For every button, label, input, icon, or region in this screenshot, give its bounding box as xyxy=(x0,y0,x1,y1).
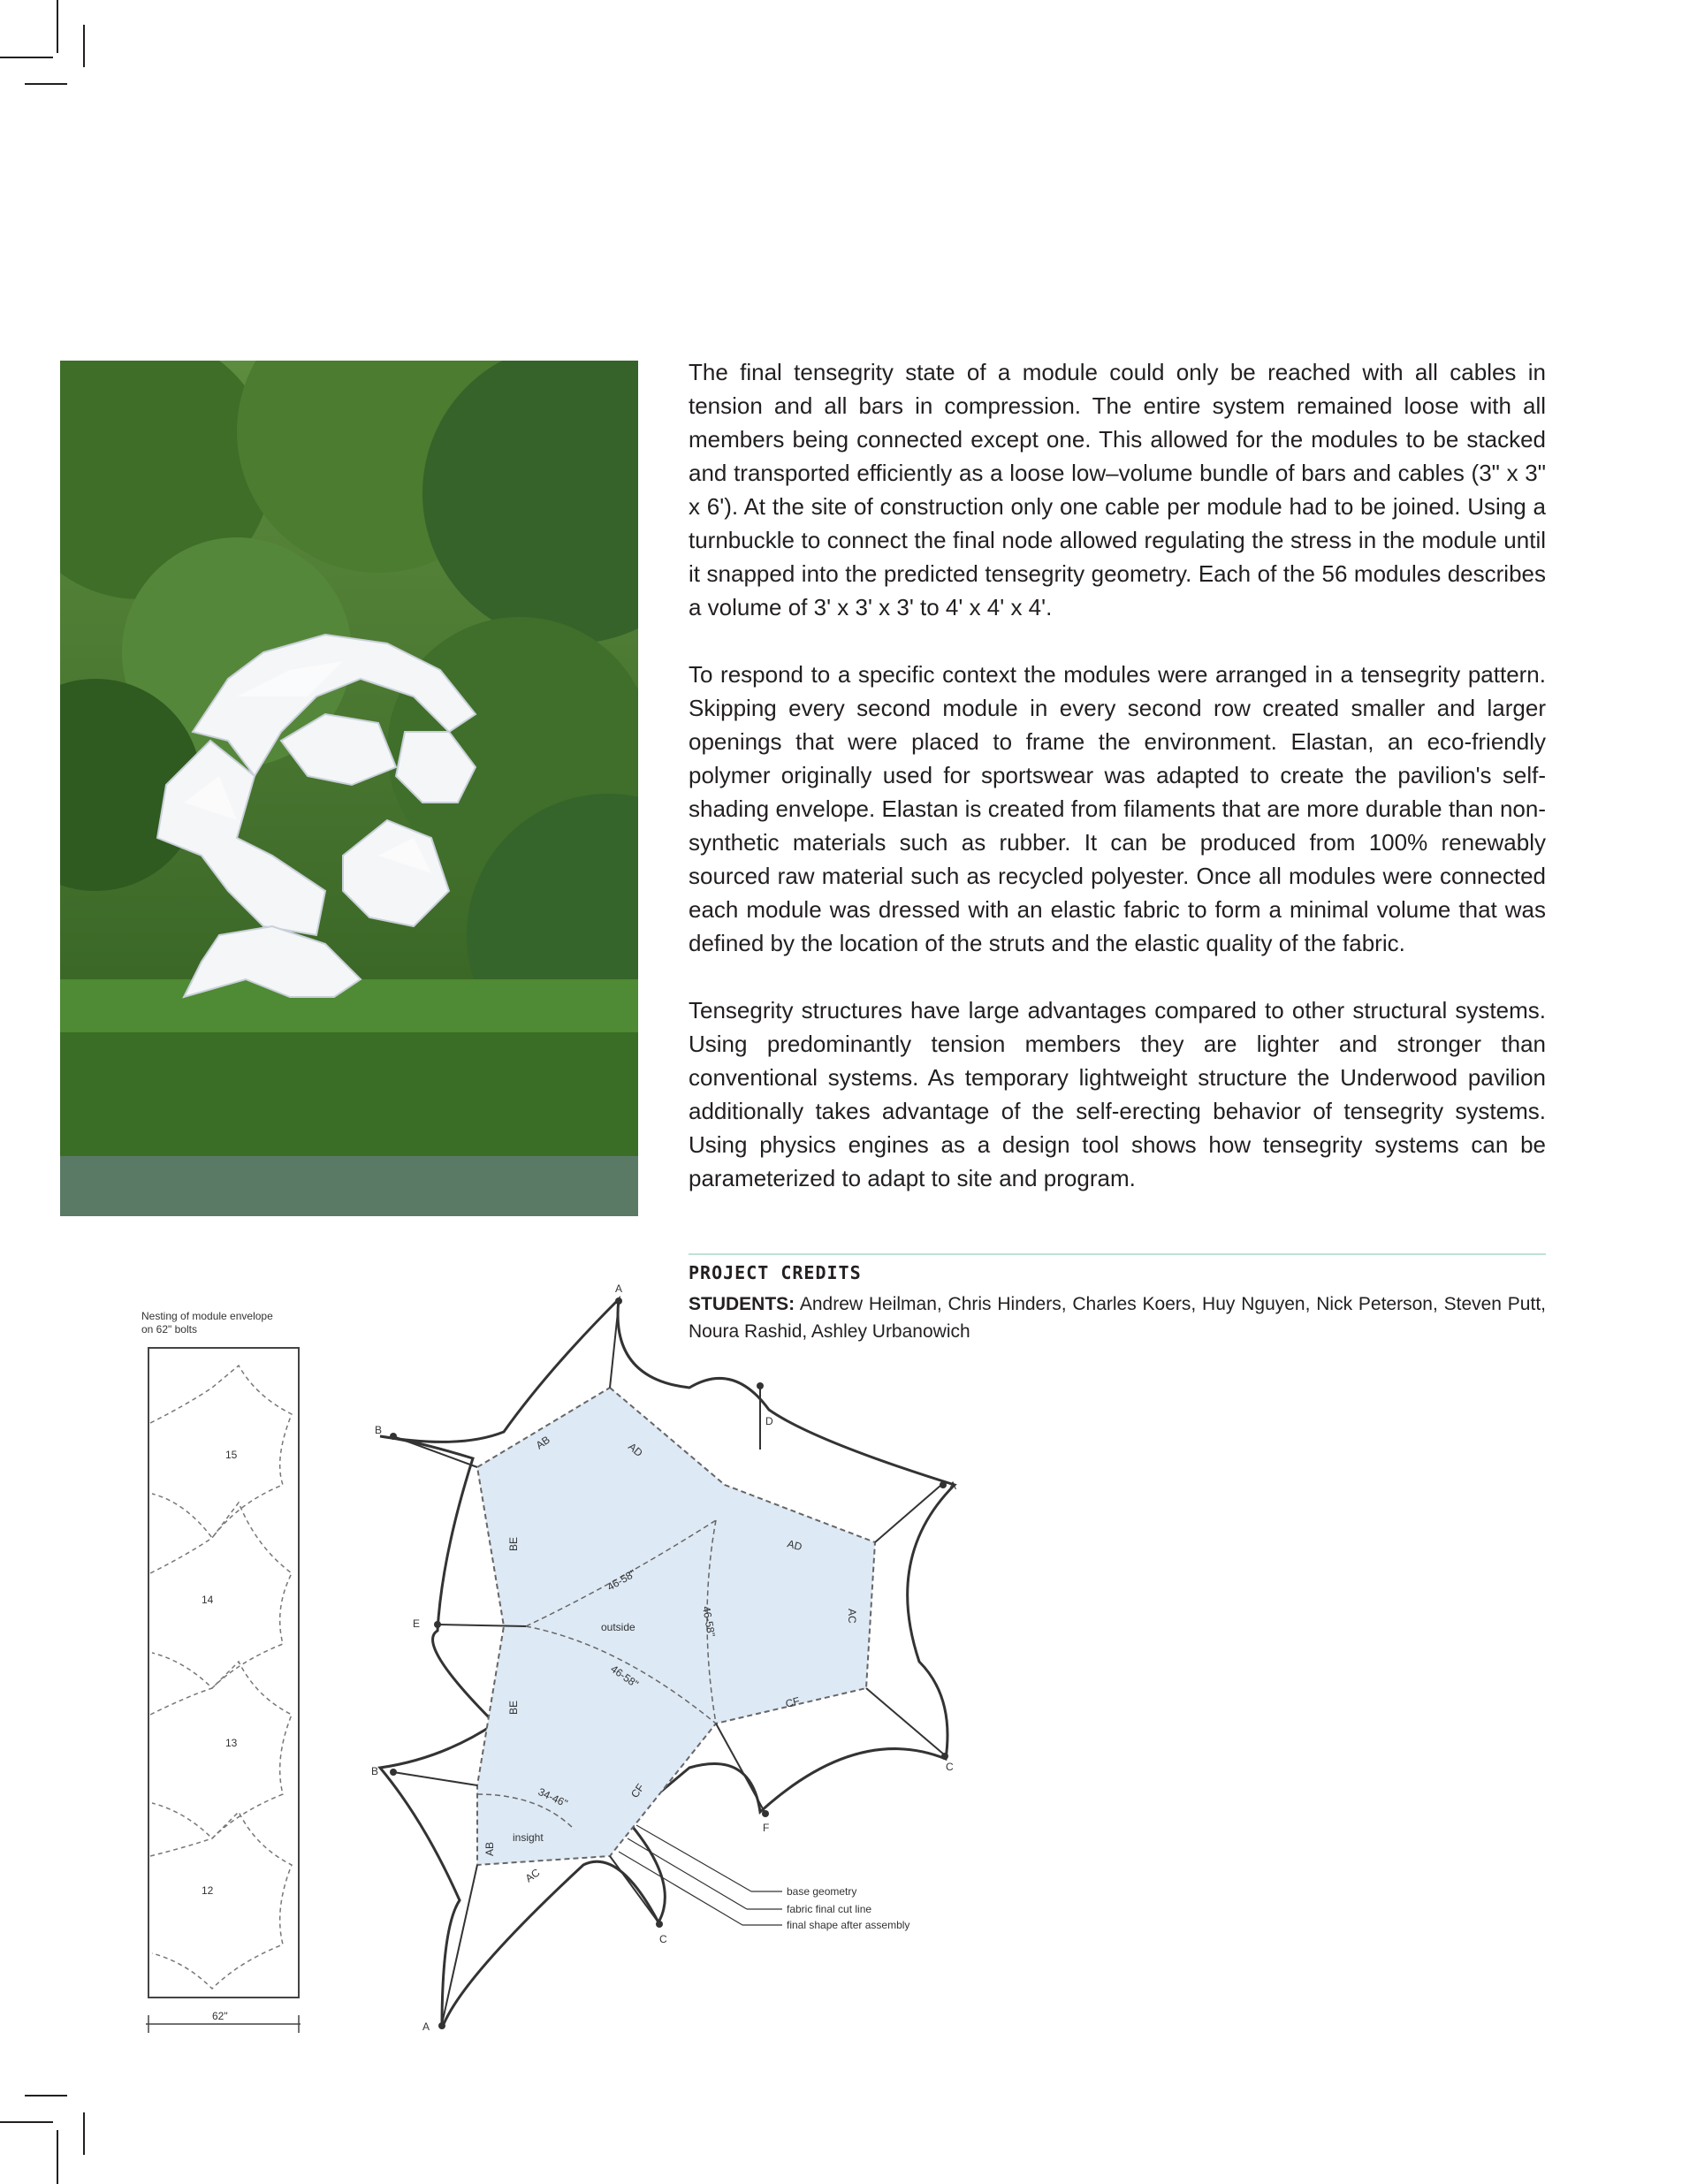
crop-mark xyxy=(83,25,85,67)
pavilion-photo xyxy=(60,361,638,1216)
node-label: C xyxy=(946,1761,954,1773)
panel-number: 13 xyxy=(225,1737,238,1749)
crop-mark xyxy=(25,83,67,85)
node-label: A xyxy=(615,1282,623,1295)
nesting-strip xyxy=(141,1310,301,2033)
edge-label: AD xyxy=(626,1440,645,1460)
crop-mark xyxy=(57,0,58,53)
dimension-label: 46-58" xyxy=(605,1566,638,1594)
legend-item: final shape after assembly xyxy=(787,1919,910,1931)
credits-heading: PROJECT CREDITS xyxy=(689,1262,862,1283)
crop-mark xyxy=(0,2121,53,2123)
students-label: STUDENTS: xyxy=(689,1294,795,1314)
edge-label: CF xyxy=(784,1694,802,1710)
region-label-outside: outside xyxy=(601,1621,635,1633)
panel-number: 14 xyxy=(202,1594,214,1606)
node-label: C xyxy=(659,1933,667,1945)
edge-label: AB xyxy=(483,1841,496,1856)
module-pattern xyxy=(371,1282,956,2033)
width-label: 62" xyxy=(212,2010,228,2022)
panel-number: 15 xyxy=(225,1449,238,1461)
edge-label: AC xyxy=(846,1609,858,1624)
edge-label: BE xyxy=(507,1536,520,1551)
crop-mark xyxy=(25,2095,67,2096)
region-label-insight: insight xyxy=(513,1831,544,1844)
students-names: Andrew Heilman, Chris Hinders, Charles Koers, Huy Nguyen, Nick Peterson, Steven Putt, Noura Rashid, Ashley Urbanowich xyxy=(689,1294,1546,1342)
dimension-label: 46-58" xyxy=(608,1662,641,1691)
dimension-label: 34-46" xyxy=(536,1785,570,1810)
nesting-title-line2: on 62" bolts xyxy=(141,1323,197,1336)
node-label: F xyxy=(763,1822,770,1834)
paragraph: Tensegrity structures have large advantages compared to other structural systems. Using predominantly tension members they are lighter and stronger than conventional systems. As temporary lightweight structure the Underwood pavilion additionally takes advantage of the self-erecting behavior of tensegrity systems. Using physics engines as a design tool shows how tensegrity systems can be parameterized to adapt to site and program. xyxy=(689,997,1546,1191)
paragraph: The final tensegrity state of a module could only be reached with all cables in tension and all bars in compression. The entire system remained loose with all members being connected except one. This allowed for the modules to be stacked and transported efficiently as a loose low–volume bundle of bars and cables (3" x 3" x 6'). At the site of construction only one cable per module had to be joined. Using a turnbuckle to connect the final node allowed regulating the stress in the module until it snapped into the predicted tensegrity geometry. Each of the 56 modules describes a volume of 3' x 3' x 3' to 4' x 4' x 4'. xyxy=(689,359,1546,620)
node-label: A xyxy=(949,1480,957,1492)
crop-mark xyxy=(0,57,53,58)
edge-label: AB xyxy=(533,1433,552,1452)
edge-label: CF xyxy=(628,1781,647,1800)
node-label: B xyxy=(371,1765,379,1777)
dimension-label: 46-58" xyxy=(700,1605,718,1638)
edge-label: AD xyxy=(786,1537,803,1554)
node-label: D xyxy=(765,1415,773,1427)
edge-label: AC xyxy=(522,1866,543,1885)
nesting-title: Nesting of module envelope xyxy=(141,1310,273,1322)
node-label: A xyxy=(422,2020,430,2033)
credits-divider xyxy=(689,1253,1546,1255)
node-label: B xyxy=(375,1424,383,1436)
paragraph: To respond to a specific context the modules were arranged in a tensegrity pattern. Skipping every second module in every second row created smaller and larger openings that were placed to frame the environment. Elastan, an eco-friendly polymer originally used for sportswear was adapted to create the pavilion's self-shading envelope. Elastan is created from filaments that are more durable than non-synthetic materials such as rubber. It can be produced from 100% renewably sourced raw material such as recycled polyester. Once all modules were connected each module was dressed with an elastic fabric to form a minimal volume that was defined by the location of the struts and the elastic quality of the fabric. xyxy=(689,661,1546,956)
module-envelope-diagram xyxy=(124,1273,981,2051)
legend-item: fabric final cut line xyxy=(787,1903,872,1915)
crop-mark xyxy=(57,2130,58,2184)
edge-label: BE xyxy=(507,1700,520,1715)
body-text xyxy=(689,355,1546,1229)
panel-number: 12 xyxy=(202,1884,214,1897)
node-label: E xyxy=(413,1617,421,1630)
legend-item: base geometry xyxy=(787,1885,857,1898)
crop-mark xyxy=(83,2112,85,2155)
